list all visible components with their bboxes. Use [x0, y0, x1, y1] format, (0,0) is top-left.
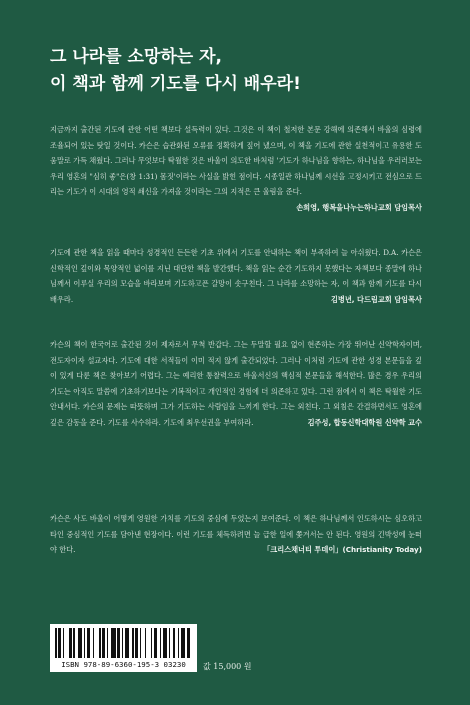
review-attribution: 손희영, 행복을나누는하나교회 담임목사 [296, 202, 422, 212]
barcode-bar [190, 628, 192, 658]
review-text: 카슨은 사도 바울이 어떻게 영원한 가치를 기도의 중심에 두었는지 보여준다. 이 책은 하나님께서 인도하시는 심오하고 타인 중심적인 기도를 담아낸 현장이다. 이런 기도를 체득하려면 늘 급한 일에 쫓겨서는 안 된다. 영원의 긴박성에 눈떠야 한다. [50, 514, 422, 554]
isbn-number: ISBN 978-89-6360-195-3 03230 [61, 660, 186, 669]
isbn-barcode-block [50, 624, 197, 672]
review-4 [50, 511, 422, 558]
review-attribution: 「크리스채너티 투데이」(Christianity Today) [263, 545, 422, 554]
review-2 [50, 245, 422, 307]
review-text: 카슨의 책이 한국어로 출간된 것이 제자로서 무척 반갑다. 그는 두말할 필요 없이 현존하는 가장 뛰어난 신약학자이며, 전도자이자 설교자다. 기도에 대한 서적들이 이미 적지 않게 출간되었다. 그러나 이처럼 기도에 관한 성경 본문들을 깊이 있게 다룬 책은 찾아보기 어렵다. 그는 예리한 통찰력으로 바울서신의 핵심적 본문들을 해석한다. 많은 경우 우리의 기도는 아직도 말씀에 기초하기보다는 기복적이고 개인적인 경험에 더 의존하고 있다. 그런 점에서 이 책은 탁월한 기도 안내서다. 카슨의 문제는 따뜻하며 그가 기도하는 사람임을 느끼게 한다. 그는 외친다. 그 외침은 간결하면서도 영혼에 깊은 감동을 준다. 기도를 사수하라. 기도에 최우선권을 부여하라. [50, 340, 422, 427]
review-attribution: 김병년, 다드림교회 담임목사 [330, 294, 422, 304]
price-label: 값 15,000 원 [203, 662, 252, 671]
cover-headline [50, 44, 430, 98]
review-text: 지금까지 출간된 기도에 관한 어떤 책보다 설득력이 있다. 그것은 이 책이 철저한 본문 강해에 의존해서 바울의 심령에 조율되어 있는 탓일 것이다. 카슨은 습관화된 오류를 정확하게 짚어 냈으며, 이 책을 기도에 관한 실천적이고 유용한 도움말로 가득 채웠다. 그러나 무엇보다 탁월한 것은 바울이 의도한 바처럼 '기도가 하나님을 향하는, 하나님을 우러러보는 우리 영혼의 "심히 좋"은(창 1:31) 몸짓'이라는 사실을 밝힌 점이다. 시종일관 하나님께 시선을 고정시키고 전심으로 드리는 기도가 이 시대의 영적 쇄신을 가져올 것이라는 그의 지적은 큰 울림을 준다. [50, 125, 422, 196]
headline-line-2: 이 책과 함께 기도를 다시 배우라! [50, 74, 301, 94]
review-3 [50, 337, 422, 430]
headline-line-1: 그 나라를 소망하는 자, [50, 47, 223, 67]
review-text: 기도에 관한 책을 읽을 때마다 성경적인 든든한 기초 위에서 기도를 안내하는 책이 부족하여 늘 아쉬웠다. D.A. 카슨은 신학적인 깊이와 목양적인 넓이를 지닌 대단한 책을 발간했다. 책을 읽는 순간 기도하지 못했다는 자책보다 종말에 하나님께서 이루실 우리의 모습을 바라보며 기도하고픈 갈망이 솟구친다. 그 나라를 소망하는 자, 이 책과 함께 기도를 다시 배우라. [50, 248, 422, 304]
barcode-bars [55, 628, 192, 658]
review-attribution: 김주성, 합동신학대학원 신약학 교수 [307, 417, 422, 427]
review-1 [50, 122, 422, 215]
